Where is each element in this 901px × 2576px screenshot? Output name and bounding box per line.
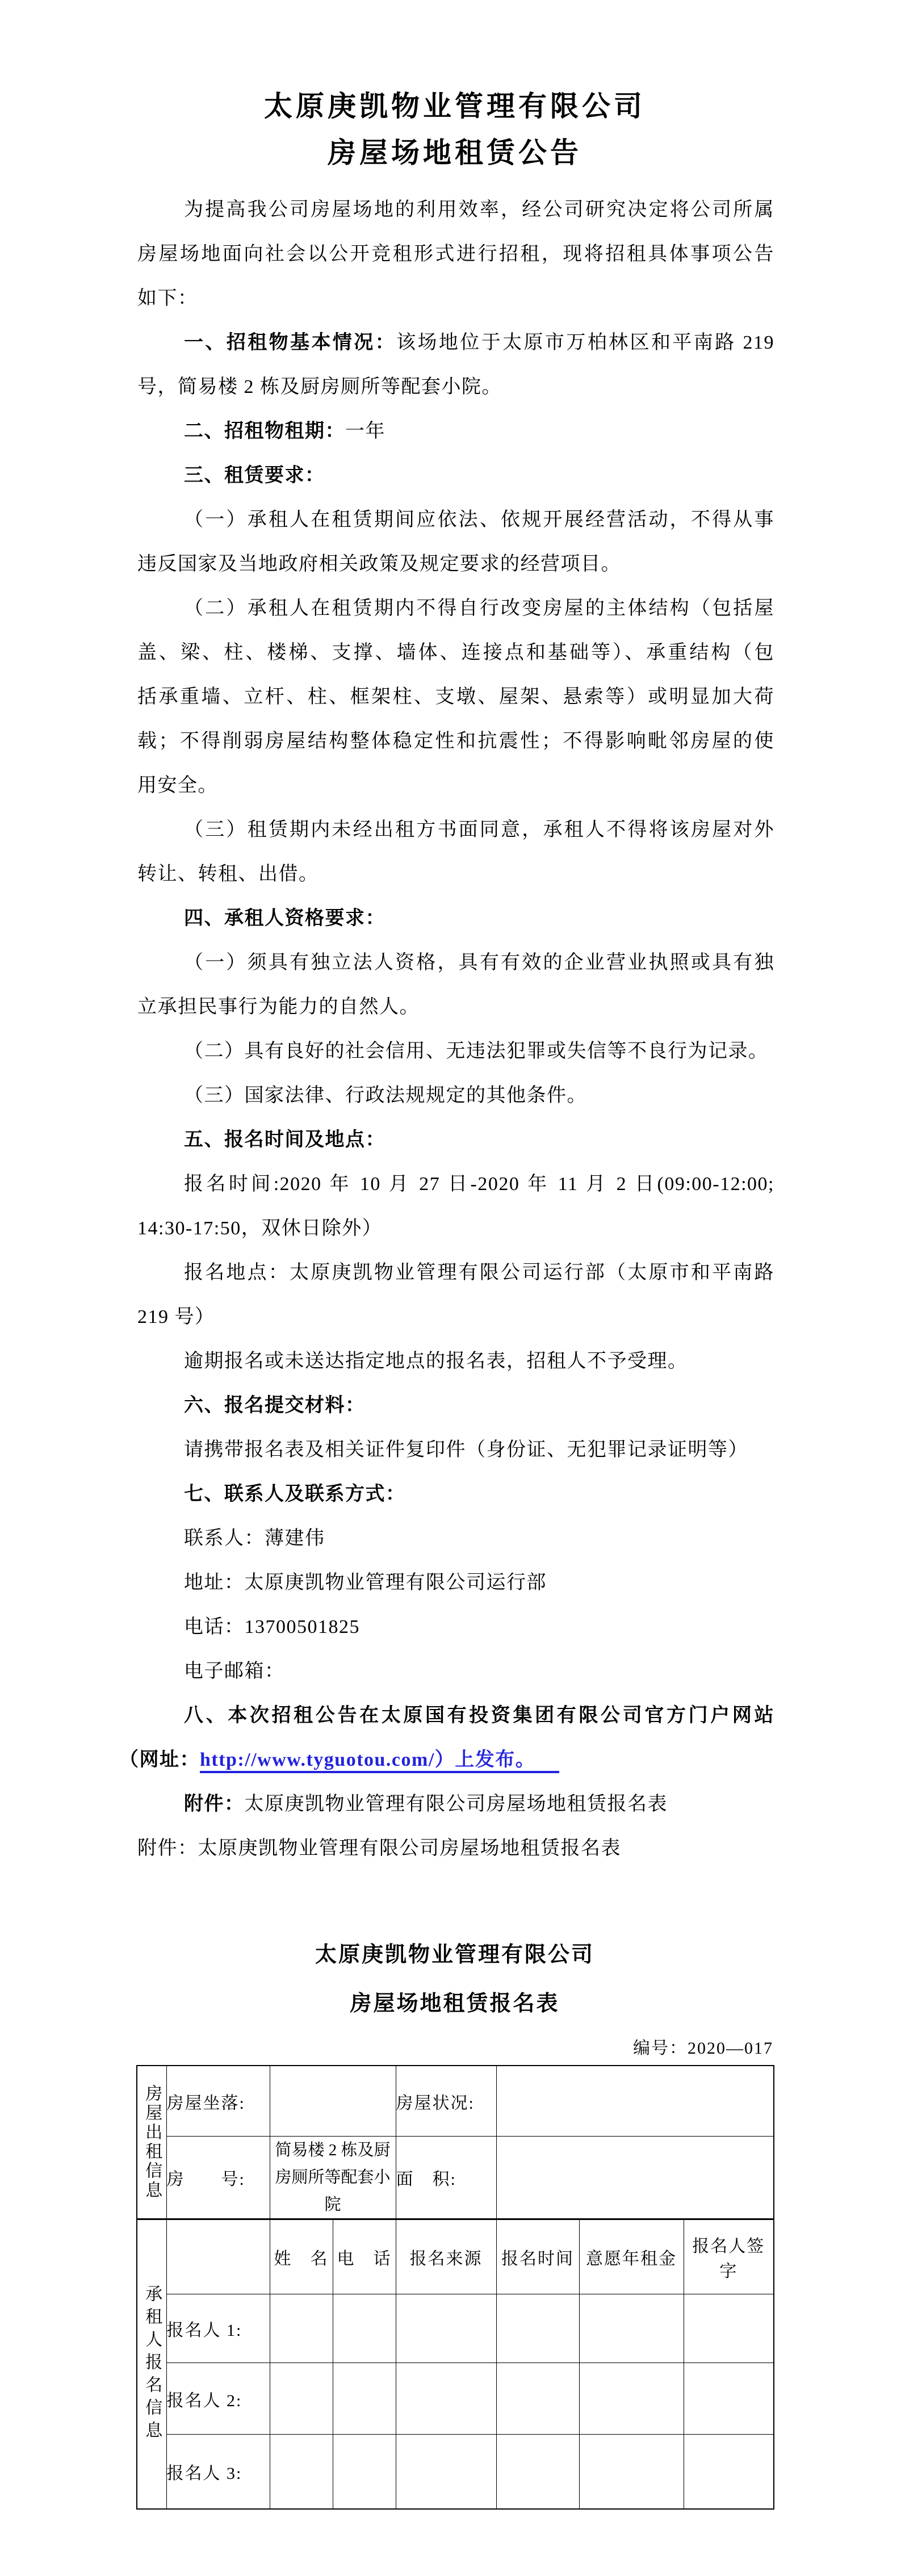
col-header-phone: 电 话 (333, 2219, 396, 2294)
body-text-segment: 地址：太原庚凯物业管理有限公司运行部 (184, 1572, 547, 1593)
body-line (137, 1029, 774, 1074)
cell-applicant2-time (496, 2363, 579, 2435)
body-line (137, 587, 774, 631)
body-text-segment: 该场地位于太原市万柏林区和平南路 219 (396, 332, 774, 353)
cell-applicant1-name (270, 2294, 333, 2363)
cell-applicant2-name (270, 2363, 333, 2435)
body-text-segment: 太原庚凯物业管理有限公司房屋场地租赁报名表 (244, 1794, 668, 1815)
body-text-segment: 六、报名提交材料： (184, 1395, 366, 1416)
body-line (137, 1074, 774, 1118)
body-line (137, 188, 774, 232)
body-line (137, 852, 774, 897)
body-text-segment: 八、本次招租公告在太原国有投资集团有限公司官方门户网站 (184, 1705, 774, 1726)
form-serial-number: 编号：2020—017 (633, 2039, 773, 2058)
body-line (137, 1472, 774, 1517)
body-text-segment: 附件：太原庚凯物业管理有限公司房屋场地租赁报名表 (137, 1838, 621, 1859)
body-text-segment: 报名时间:2020 年 10 月 27 日-2020 年 11 月 2 日(09:00-12:00; (184, 1174, 774, 1195)
cell-house-location-label: 房屋坐落: (166, 2066, 270, 2137)
body-line (137, 542, 774, 587)
cell-applicant2-phone (333, 2363, 396, 2435)
announcement-title-line1: 太原庚凯物业管理有限公司 (264, 90, 646, 122)
body-text-segment: 为提高我公司房屋场地的利用效率，经公司研究决定将公司所属 (184, 199, 774, 220)
body-line (137, 631, 774, 675)
body-line (119, 1738, 774, 1782)
col-header-signature: 报名人签字 (684, 2219, 774, 2294)
cell-applicant3-signature (684, 2435, 774, 2510)
cell-applicant2-label: 报名人 2: (166, 2363, 270, 2435)
cell-applicant3-time (496, 2435, 579, 2510)
registration-form-table (136, 2065, 774, 2510)
body-text-segment: 用安全。 (137, 775, 218, 796)
body-line (137, 675, 774, 719)
body-line (137, 941, 774, 985)
form-title (136, 1930, 773, 2028)
col-header-time: 报名时间 (496, 2219, 579, 2294)
cell-applicant2-signature (684, 2363, 774, 2435)
body-text-segment: 违反国家及当地政府相关政策及规定要求的经营项目。 (137, 554, 621, 575)
body-text-segment: 立承担民事行为能力的自然人。 (137, 996, 420, 1017)
body-text-segment: （一）承租人在租赁期间应依法、依规开展经营活动，不得从事 (184, 509, 774, 530)
body-line (137, 1694, 774, 1738)
body-line (137, 498, 774, 542)
cell-area-label: 面 积: (396, 2137, 496, 2219)
body-text-segment: （二）具有良好的社会信用、无违法犯罪或失信等不良行为记录。 (184, 1041, 769, 1062)
announcement-title-line2: 房屋场地租赁公告 (328, 137, 582, 169)
applicant-row-3 (137, 2435, 774, 2510)
body-text-segment: （二）承租人在租赁期内不得自行改变房屋的主体结构（包括屋 (184, 598, 774, 619)
body-line (137, 1162, 774, 1207)
group-applicant-info-label: 承租人报名信息 (143, 2285, 162, 2444)
form-title-line1: 太原庚凯物业管理有限公司 (315, 1943, 594, 1967)
body-line (137, 1118, 774, 1162)
body-line (137, 719, 774, 764)
body-line (137, 1782, 774, 1827)
body-text-segment: 括承重墙、立杆、柱、框架柱、支墩、屋架、悬索等）或明显加大荷 (137, 686, 774, 707)
applicant-row-2 (137, 2363, 774, 2435)
announcement-body (119, 188, 774, 1871)
body-text-segment: 电话：13700501825 (184, 1616, 360, 1637)
body-text-segment: 七、联系人及联系方式： (184, 1484, 406, 1505)
body-text-segment: 一、招租物基本情况： (184, 332, 397, 353)
group-applicant-info (137, 2219, 166, 2510)
body-text-segment: 房屋场地面向社会以公开竞租形式进行招租，现将招租具体事项公告 (137, 244, 774, 265)
body-line (137, 764, 774, 808)
cell-applicant2-rent (579, 2363, 684, 2435)
body-text-segment: 四、承租人资格要求： (184, 908, 385, 929)
body-text-segment: 号，简易楼 2 栋及厨房厕所等配套小院。 (137, 376, 502, 397)
cell-area-value (496, 2137, 774, 2219)
body-line (137, 897, 774, 941)
body-text-segment: 联系人：薄建伟 (184, 1528, 325, 1549)
announcement-title (136, 83, 773, 176)
cell-house-location-value (270, 2066, 396, 2137)
body-line (137, 1517, 774, 1561)
body-text-segment: 盖、梁、柱、楼梯、支撑、墙体、连接点和基础等）、承重结构（包 (137, 642, 774, 663)
body-line (137, 1649, 774, 1694)
body-text-segment: （三）国家法律、行政法规规定的其他条件。 (184, 1085, 587, 1106)
body-line (137, 1207, 774, 1251)
body-line (137, 1827, 774, 1871)
body-text-segment: 如下： (137, 288, 198, 309)
body-line (137, 454, 774, 498)
cell-applicant3-name (270, 2435, 333, 2510)
applicant-row-1 (137, 2294, 774, 2363)
body-text-segment: 逾期报名或未送达指定地点的报名表，招租人不予受理。 (184, 1351, 688, 1372)
body-text-segment: 一年 (345, 421, 385, 442)
body-line (137, 1605, 774, 1649)
form-title-line2: 房屋场地租赁报名表 (350, 1992, 560, 2016)
cell-room-number-value: 简易楼 2 栋及厨房厕所等配套小院 (270, 2137, 396, 2219)
body-line (137, 365, 774, 409)
col-header-source: 报名来源 (396, 2219, 496, 2294)
body-line (137, 1339, 774, 1384)
cell-applicant1-signature (684, 2294, 774, 2363)
body-line (137, 1295, 774, 1339)
body-text-segment: 请携带报名表及相关证件复印件（身份证、无犯罪记录证明等） (184, 1439, 748, 1460)
body-line (137, 409, 774, 454)
body-line (137, 1384, 774, 1428)
cell-house-condition-label: 房屋状况: (396, 2066, 496, 2137)
cell-applicant3-rent (579, 2435, 684, 2510)
body-text-segment: 转让、转租、出借。 (137, 864, 319, 885)
body-text-segment: 电子邮箱： (184, 1661, 285, 1682)
body-text-segment: 附件： (184, 1794, 245, 1815)
cell-applicant2-source (396, 2363, 496, 2435)
body-text-segment: （网址： (119, 1749, 200, 1770)
cell-applicant3-label: 报名人 3: (166, 2435, 270, 2510)
body-text-segment: （三）租赁期内未经出租方书面同意，承租人不得将该房屋对外 (184, 819, 774, 840)
body-line (137, 1428, 774, 1472)
body-text-segment: 报名地点：太原庚凯物业管理有限公司运行部（太原市和平南路 (184, 1262, 774, 1283)
col-header-name: 姓 名 (270, 2219, 333, 2294)
cell-header-blank (166, 2219, 270, 2294)
cell-applicant1-source (396, 2294, 496, 2363)
body-text-segment: 219 号） (137, 1306, 215, 1327)
group-house-rent-info (137, 2066, 166, 2219)
body-text-segment: 三、租赁要求： (184, 465, 325, 486)
body-text-segment: 五、报名时间及地点： (184, 1129, 385, 1150)
body-text-segment: 14:30-17:50，双休日除外） (137, 1218, 383, 1239)
cell-applicant1-phone (333, 2294, 396, 2363)
body-line (137, 808, 774, 852)
body-line (137, 1251, 774, 1295)
body-line (137, 232, 774, 277)
body-line (137, 277, 774, 321)
body-text-segment: 载；不得削弱房屋结构整体稳定性和抗震性；不得影响毗邻房屋的使 (137, 731, 774, 752)
cell-applicant3-source (396, 2435, 496, 2510)
cell-applicant3-phone (333, 2435, 396, 2510)
body-line (137, 1561, 774, 1605)
body-line (137, 985, 774, 1029)
group-house-rent-info-label: 房屋出租信息 (143, 2084, 162, 2200)
cell-room-number-label: 房 号: (166, 2137, 270, 2219)
cell-applicant1-time (496, 2294, 579, 2363)
cell-house-condition-value (496, 2066, 774, 2137)
body-text-segment: （一）须具有独立法人资格，具有有效的企业营业执照或具有独 (184, 952, 774, 973)
col-header-annual-rent: 意愿年租金 (579, 2219, 684, 2294)
cell-applicant1-label: 报名人 1: (166, 2294, 270, 2363)
tyguotou-link[interactable]: http://www.tyguotou.com/）上发布。 (200, 1749, 559, 1773)
body-line (137, 321, 774, 365)
body-text-segment: 二、招租物租期： (184, 421, 345, 442)
cell-applicant1-rent (579, 2294, 684, 2363)
